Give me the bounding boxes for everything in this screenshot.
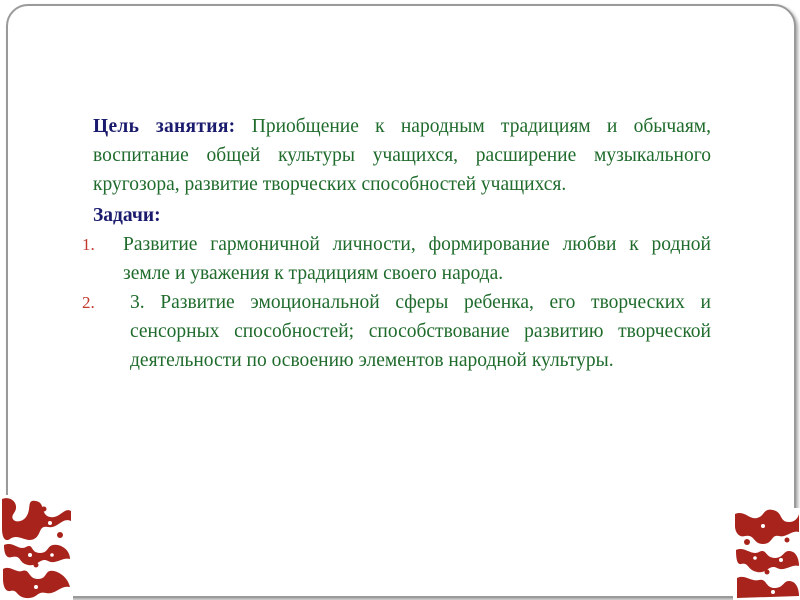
folk-ornament-right-icon	[733, 508, 800, 600]
list-item-text: Развитие гармоничной личности, формирование любви к родной земле и уважения к традициям своего народа.	[123, 234, 711, 284]
folk-ornament-left-icon	[0, 495, 73, 600]
goal-text: Приобщение к народным традициям и обычаям, воспитание общей культуры учащихся, расширение музыкального кругозора, развитие творческих способностей учащихся.	[93, 116, 712, 195]
list-number: 2.	[82, 293, 95, 312]
list-item	[82, 230, 711, 288]
slide-content	[82, 112, 712, 375]
tasks-list	[82, 230, 711, 375]
list-item	[82, 288, 711, 375]
tasks-title: Задачи:	[93, 205, 161, 226]
goal-label: Цель занятия:	[93, 116, 236, 137]
goal-paragraph	[93, 112, 711, 199]
list-number: 1.	[82, 235, 95, 254]
list-item-text: 3. Развитие эмоциональной сферы ребенка, его творческих и сенсорных способностей; способствование развитию творческой деятельности по освоению элементов народной культуры.	[130, 292, 711, 371]
